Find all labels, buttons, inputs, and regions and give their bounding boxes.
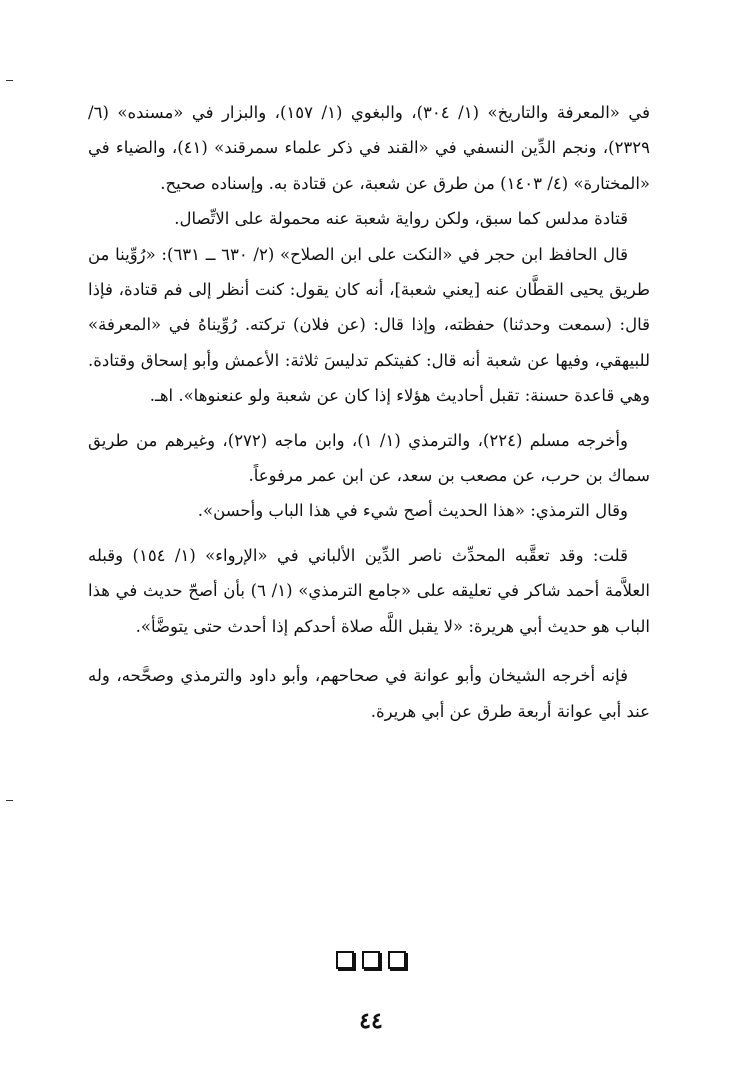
paragraph-citations: في «المعرفة والتاريخ» (١/ ٣٠٤)، والبغوي (١/ ١٥٧)، والبزار في «مسنده» (٦/ ٢٣٢٩)، ونجم الدِّين النسفي في «القند في ذكر علماء سمرقند» (٤١)، والضياء في «المختارة» (٤/ ١٤٠٣) من طرق عن شعبة، عن قتادة به. وإسناده صحيح. [88,103,651,193]
page-number: ٤٤ [359,1008,383,1034]
paragraph-ibn-hajar-quote: قال الحافظ ابن حجر في «النكت على ابن الصلاح» (٢/ ٦٣٠ ــ ٦٣١): «رُوِّينا من طريق يحيى القطَّان عنه [يعني شعبة]، أنه كان يقول: كنت أنظر إلى فم قتادة، فإذا قال: (سمعت وحدثنا) حفظته، وإذا قال: (عن فلان) تركته. رُوِّيناهُ في «المعرفة» للبيهقي، وفيها عن شعبة أنه قال: كفيتكم تدليسَ ثلاثة: الأعمش وأبو إسحاق وقتادة. وهي قاعدة حسنة: تقبل أحاديث هؤلاء إذا كان عن شعبة ولو عنعنوها». اهـ. [88,244,650,406]
paragraph-qatada-tadlis: قتادة مدلس كما سبق، ولكن رواية شعبة عنه محمولة على الاتِّصال. [174,209,628,229]
section-end-ornament [0,951,742,969]
square-ornament-icon [362,951,380,969]
body-text [88,95,650,729]
square-ornament-icon [336,951,354,969]
paragraph-tirmidhi-statement: وقال الترمذي: «هذا الحديث أصح شيء في هذا الباب وأحسن». [197,501,628,521]
paragraph-muslim-takhrij: وأخرجه مسلم (٢٢٤)، والترمذي (١/ ١)، وابن ماجه (٢٧٢)، وغيرهم من طريق سماك بن حرب، عن مصعب بن سعد، عن ابن عمر مرفوعاً. [88,430,650,486]
paragraph-shaykhan-takhrij: فإنه أخرجه الشيخان وأبو عوانة في صحاحهم، وأبو داود والترمذي وصحَّحه، وله عند أبي عوانة أربعة طرق عن أبي هريرة. [88,666,650,721]
paragraph-albani-critique: قلت: وقد تعقَّبه المحدِّث ناصر الدِّين الألباني في «الإرواء» (١/ ١٥٤) وقبله العلاَّمة أحمد شاكر في تعليقه على «جامع الترمذي» (١/ ٦) بأن أصحّ حديث في هذا الباب هو حديث أبي هريرة: «لا يقبل اللَّه صلاة أحدكم إذا أحدث حتى يتوضَّأ». [88,545,650,636]
margin-mark-bottom [6,800,13,801]
margin-mark-top [6,80,13,81]
square-ornament-icon [388,951,406,969]
